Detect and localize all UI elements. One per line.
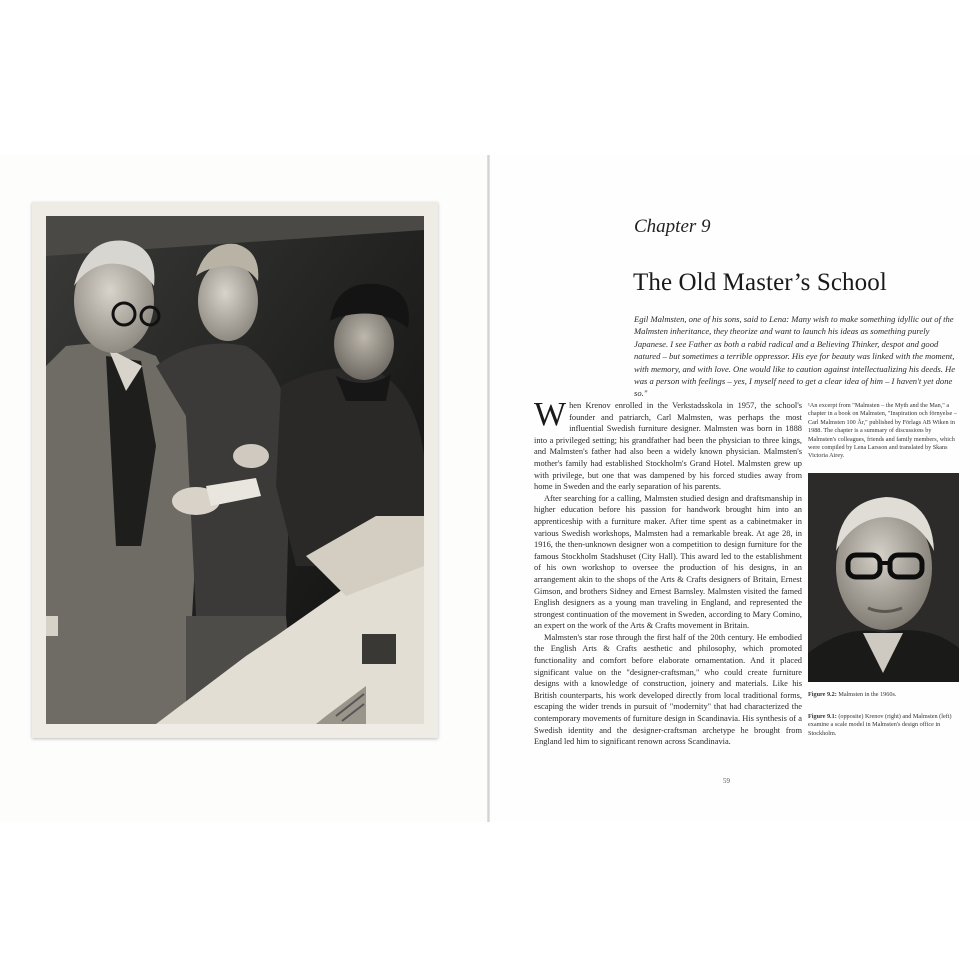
page-number: 59 — [723, 777, 730, 785]
body-text — [534, 396, 802, 748]
archival-photo — [46, 216, 424, 724]
photo-print — [32, 202, 438, 738]
figure-caption-9-1 — [808, 713, 958, 738]
paragraph-1-text: hen Krenov enrolled in the Verkstadsskola in 1957, the school's founder and patriarch, Carl Malmsten, was perhaps the most influential Swedish furniture designer. Malmsten was born in 1888 into a privileged setting; his grandfather had been the physician to three kings, and Malmsten's father had also been a widely known physician. Malmsten's mother's family had established Stockholm's Grand Hotel. Malmsten grew up with privilege, but one that was dampened by his forced studies away from home in Sweden and the early separation of his parents. — [534, 401, 802, 492]
book-spread — [0, 155, 980, 822]
paragraph-1 — [534, 396, 802, 493]
caption-text: Malmsten in the 1960s. — [836, 691, 897, 698]
paragraph-3: Malmsten's star rose through the first half of the 20th century. He embodied the English Arts & Crafts aesthetic and philosophy, which promoted functionality and comfort before elaborate ornamentation. And it placed significant value on the "designer-craftsman," who could create furniture designs with a knowledge of construction, joinery and materials. Like his British counterparts, his work developed directly from local traditional forms, escaping the wider trends in pursuit of "modernity" that had characterized the contemporary movements of furniture design in Scandinavia. His synthesis of a Swedish identity and the designer-craftsman archetype he brought from England led him to significant renown across Scandinavia. — [534, 632, 802, 747]
footnote-sidenote: ¹An excerpt from "Malmsten – the Myth and the Man," a chapter in a book on Malmsten, "Inspiration och förnyelse – Carl Malmsten 100 År," published by Förlags AB Wiken in 1988. The chapter is a summary of discussions by Malmsten's colleagues, friends and family members, which were compiled by Lena Larsson and translated by Skans Victoria Airey. — [808, 402, 957, 460]
paragraph-2: After searching for a calling, Malmsten studied design and draftsmanship in higher education before his passion for handwork brought him into an apprenticeship with a furniture maker. After time spent as a cabinetmaker in various Swedish workshops, Malmsten had a remarkable break. At age 28, in 1916, the then-unknown designer won a competition to design furniture for the famous Stockholm Stadshuset (City Hall). This award led to the establishment of his own workshop to oversee the production of his designs, in an arrangement akin to the shops of the Arts & Crafts designers of Britain, Ernest Gimson, and brothers Sidney and Ernest Barnsley. Malmsten visited the famed English designers as a young man traveling in England, and represented the strongest continuation of the movement in Sweden, according to Mary Comino, an expert on the work of the Arts & Crafts movement in Britain. — [534, 493, 802, 631]
epigraph: Egil Malmsten, one of his sons, said to Lena: Many wish to make something idyllic out of the Malmsten inheritance, they theorize and want to launch his ideas as something purely Japanese. I see Father as both a rabid radical and a Believing Thinker, despot and good natured – but sometimes a terrible oppressor. His eye for beauty was linked with the moment, with memory, and with love. One would like to caution against intellectualizing his deeds. He was a person with feelings – yes, I myself need to get a clear idea of him – I haven't yet done so." — [634, 314, 956, 399]
left-page — [0, 155, 488, 822]
right-page — [490, 155, 980, 822]
figure-caption-9-2 — [808, 691, 958, 699]
caption-text: (opposite) Krenov (right) and Malmsten (left) examine a scale model in Malmsten's design office in Stockholm. — [808, 713, 952, 737]
caption-label: Figure 9.1: — [808, 713, 837, 720]
chapter-label: Chapter 9 — [634, 216, 711, 237]
chapter-title: The Old Master’s School — [633, 269, 887, 296]
caption-label: Figure 9.2: — [808, 691, 837, 698]
drop-cap: W — [534, 396, 567, 433]
portrait-photo — [808, 473, 959, 682]
